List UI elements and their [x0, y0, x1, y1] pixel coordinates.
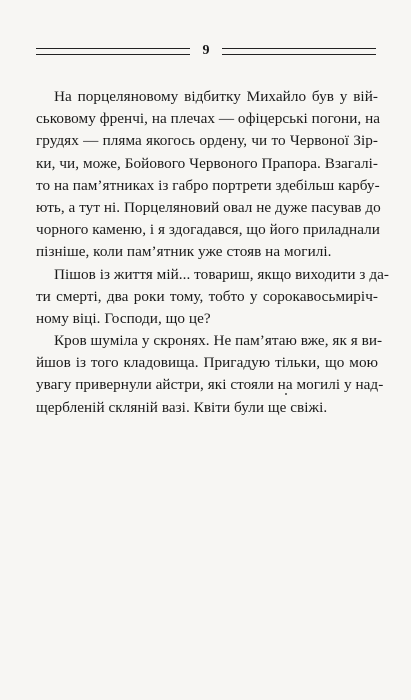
- running-header: [36, 44, 376, 60]
- page-number: 9: [202, 43, 210, 58]
- text-line: ному віці. Господи, що це?: [36, 309, 211, 327]
- text-line: ки, чи, може, Бойового Червоного Прапора. Взагалі-: [36, 154, 378, 172]
- text-line: пізніше, коли пам’ятник уже стояв на могилі.: [36, 243, 332, 261]
- text-line: На порцеляновому відбитку Михайло був у вій-: [54, 88, 378, 105]
- text-line: грудях — пляма якогось ордену, чи то Червоної Зір-: [36, 132, 378, 150]
- text-line: ськовому френчі, на плечах — офіцерські погони, на: [36, 110, 381, 128]
- text-line: йшов із того кладовища. Пригадую тільки, що мою: [36, 354, 378, 372]
- text-line: увагу привернули айстри, які стояли на могилі у над-: [36, 376, 384, 394]
- text-line: Кров шуміла у скронях. Не пам’ятаю вже, як я ви-: [54, 332, 383, 350]
- text-line: то на пам’ятниках із габро портрети здебільш карбу-: [36, 176, 380, 194]
- paragraph-3: [36, 330, 384, 419]
- text-line: ти смерті, два роки тому, тобто у сорокавосьмиріч-: [36, 287, 378, 305]
- text-line: щербленій скляній вазі. Квіти були ще свіжі.: [36, 398, 328, 416]
- paragraph-1: [36, 86, 381, 264]
- text-line: ють, а тут ні. Порцеляновий овал не дуже пасував до: [36, 198, 381, 216]
- text-line: чорного каменю, і я здогадався, що його приладнали: [36, 221, 380, 239]
- body-text: [36, 86, 389, 419]
- paragraph-2: [36, 264, 389, 331]
- print-speck: [285, 393, 287, 395]
- header-rule-right: [222, 48, 376, 55]
- text-line: Пішов із життя мій... товариш, якщо виходити з да-: [54, 265, 389, 283]
